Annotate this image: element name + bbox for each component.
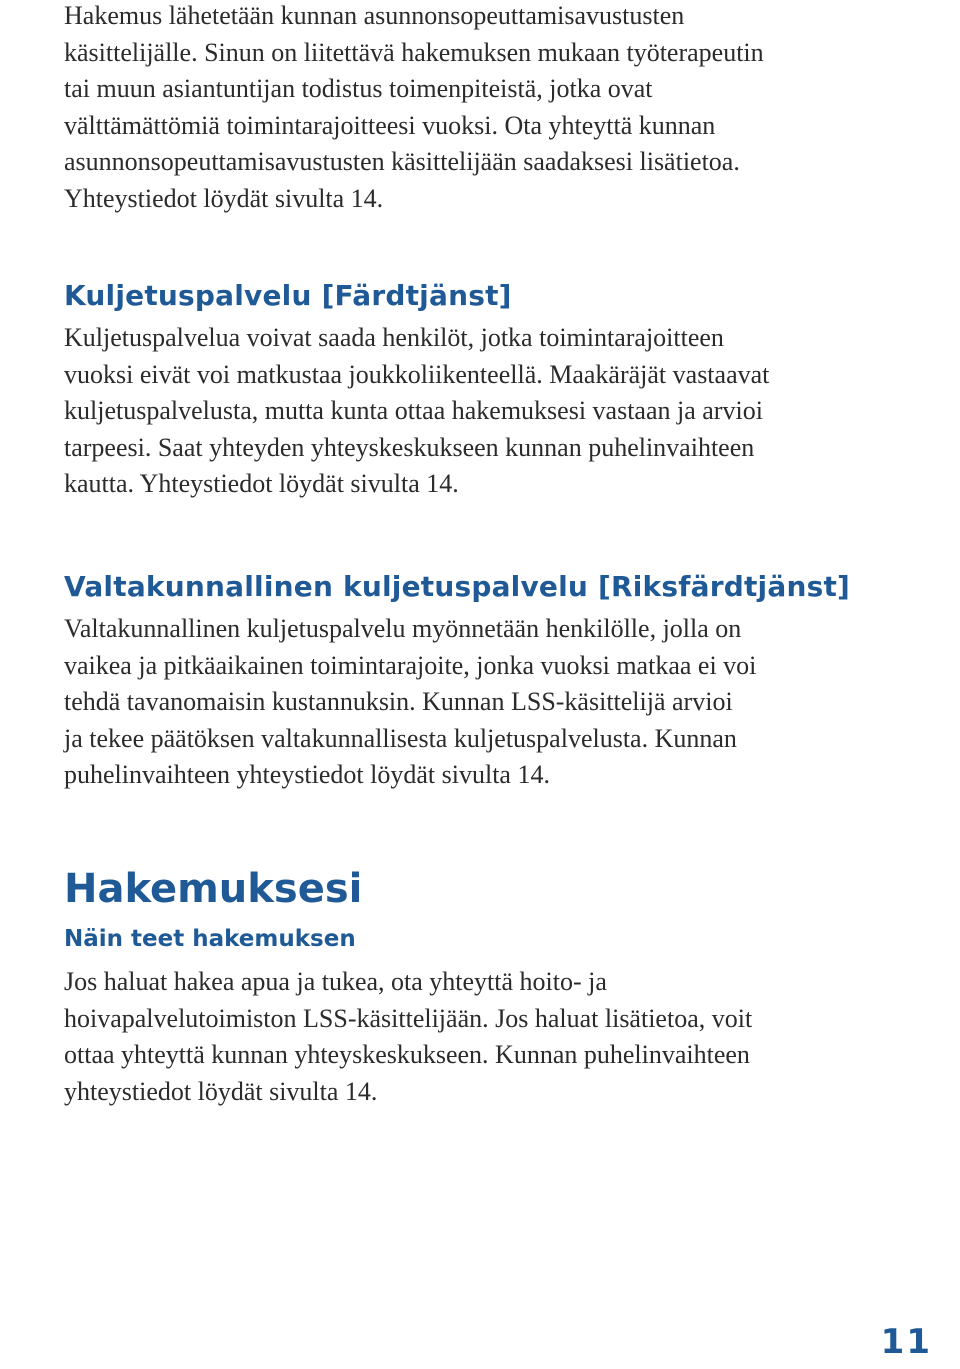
intro-paragraph (64, 0, 894, 218)
text-line: Hakemus lähetetään kunnan asunnonsopeuttamisavustusten (64, 1, 685, 30)
text-line: tarpeesi. Saat yhteyden yhteyskeskukseen kunnan puhelinvaihteen (64, 432, 755, 462)
text-line: välttämättömiä toimintarajoitteesi vuoksi. Ota yhteyttä kunnan (64, 110, 716, 140)
text-line: ja tekee päätöksen valtakunnallisesta kuljetuspalvelusta. Kunnan (64, 723, 737, 753)
text-line: yhteystiedot löydät sivulta 14. (64, 1076, 378, 1106)
section-your-application (64, 862, 904, 1110)
section-heading: Valtakunnallinen kuljetuspalvelu [Riksfärdtjänst] (64, 570, 851, 603)
chapter-heading: Hakemuksesi (64, 866, 363, 912)
section-transport-service (64, 276, 904, 503)
section-heading: Kuljetuspalvelu [Färdtjänst] (64, 279, 512, 312)
text-line: vaikea ja pitkäaikainen toimintarajoite, jonka vuoksi matkaa ei voi (64, 650, 757, 680)
text-line: vuoksi eivät voi matkustaa joukkoliikenteellä. Maakäräjät vastaavat (64, 359, 770, 389)
text-line: Yhteystiedot löydät sivulta 14. (64, 183, 384, 213)
text-line: puhelinvaihteen yhteystiedot löydät sivulta 14. (64, 760, 550, 790)
text-line: tai muun asiantuntijan todistus toimenpiteistä, jotka ovat (64, 74, 653, 104)
text-line: Jos haluat hakea apua ja tukea, ota yhteyttä hoito- ja (64, 967, 607, 996)
subsection-heading: Näin teet hakemuksen (64, 926, 356, 952)
text-line: kuljetuspalvelusta, mutta kunta ottaa hakemuksesi vastaan ja arvioi (64, 396, 763, 426)
text-line: asunnonsopeuttamisavustusten käsittelijään saadaksesi lisätietoa. (64, 147, 740, 177)
text-line: kautta. Yhteystiedot löydät sivulta 14. (64, 469, 459, 499)
text-line: ottaa yhteyttä kunnan yhteyskeskukseen. Kunnan puhelinvaihteen (64, 1040, 750, 1070)
text-line: Kuljetuspalvelua voivat saada henkilöt, jotka toimintarajoitteen (64, 323, 724, 352)
text-line: Valtakunnallinen kuljetuspalvelu myönnetään henkilölle, jolla on (64, 614, 742, 643)
section-national-transport-service (64, 567, 904, 794)
text-line: käsittelijälle. Sinun on liitettävä hakemuksen mukaan työterapeutin (64, 37, 764, 67)
text-line: tehdä tavanomaisin kustannuksin. Kunnan LSS-käsittelijä arvioi (64, 687, 733, 717)
text-line: hoivapalvelutoimiston LSS-käsittelijään. Jos haluat lisätietoa, voit (64, 1003, 753, 1033)
page-number: 11 (880, 1322, 932, 1362)
